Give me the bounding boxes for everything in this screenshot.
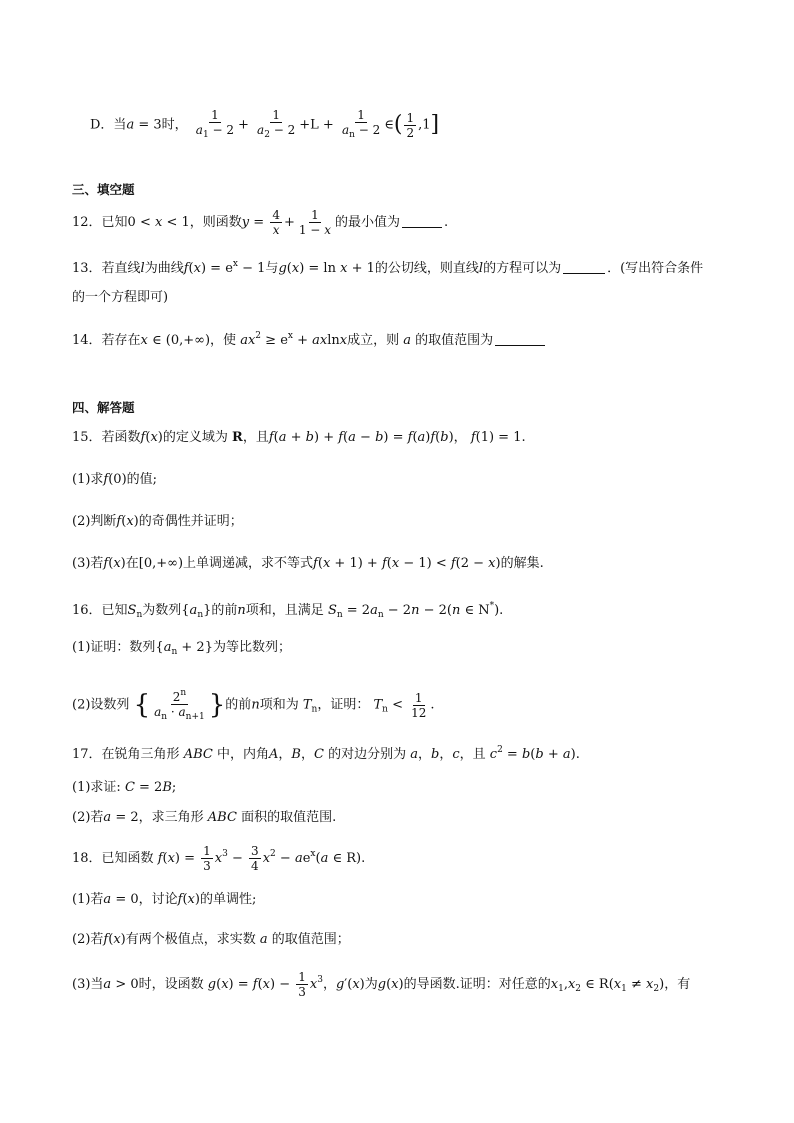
question-17-part-1: (1)求证: C = 2B; bbox=[72, 780, 177, 795]
question-16-part-2: (2)设数列 { $\frac{2^n}{a_n \cdot a_{n+1}}$ }的前n项和为 $T_n$，证明： $T_n$ < $\frac{1}{12}$ . bbox=[72, 688, 435, 722]
question-18: 18．已知函数 f(x) = $\frac{1}{3}$ $x^3$ − $\frac{3}{4}$ $x^2 - ae^x(a$ ∈ R). bbox=[72, 844, 366, 873]
question-12: 12．已知0 < x < 1，则函数y = $\frac{4}{x}$ + $\frac{1}{1 - x}$ 的最小值为 . bbox=[72, 208, 449, 237]
question-13: 13．若直线l为曲线$f(x) = e^x - 1$与g(x) = ln x + 1的公切线，则直线l的方程可以为 ．(写出符合条件 bbox=[72, 259, 704, 276]
question-18-part-2: (2)若f(x)有两个极值点，求实数 a 的取值范围； bbox=[72, 932, 350, 947]
question-15-part-1: (1)求f(0)的值; bbox=[72, 472, 158, 487]
section-title-fill-blank: 三、填空题 bbox=[72, 182, 135, 197]
question-15-part-2: (2)判断f(x)的奇偶性并证明； bbox=[72, 514, 243, 529]
question-18-part-3: (3)当a > 0时，设函数 g(x) = f(x) − $\frac{1}{3}$ $x^3$，g′(x)为g(x)的导函数.证明：对任意的$x_1,x_2$ ∈ $R(x_1 \ne x_2)$，有 bbox=[72, 970, 691, 999]
question-17: 17．在锐角三角形 ABC 中，内角A，B，C 的对边分别为 a，b，c，且 $c^2 = b(b + a)$. bbox=[72, 745, 580, 762]
question-17-part-2: (2)若a = 2，求三角形 ABC 面积的取值范围. bbox=[72, 810, 337, 825]
option-d: D．当a = 3时， $\frac{1}{a_1 - 2}$ + $\frac{1}{a_2 - 2}$ +L + $\frac{1}{a_n - 2}$ ∈( $\frac{1}{2}$ ,1] bbox=[90, 108, 440, 140]
section-title-answer: 四、解答题 bbox=[72, 400, 135, 415]
question-15: 15．若函数f(x)的定义域为 R，且f(a + b) + f(a − b) = f(a)f(b)， f(1) = 1. bbox=[72, 430, 526, 445]
question-16: 16．已知$S_n$为数列$\{a_n\}$的前n项和，且满足 $S_n = 2a_n - 2n - 2(n$ ∈ N*). bbox=[72, 601, 504, 620]
question-18-part-1: (1)若a = 0，讨论f(x)的单调性; bbox=[72, 892, 257, 907]
question-15-part-3: (3)若f(x)在[0,+∞)上单调递减，求不等式f(x + 1) + f(x − 1) < f(2 − x)的解集. bbox=[72, 556, 544, 571]
question-16-part-1: (1)证明：数列$\{a_n + 2\}$为等比数列； bbox=[72, 640, 291, 657]
question-14: 14．若存在x ∈ (0,+∞)，使 $ax^2 \ge e^x + axlnx$成立，则 a 的取值范围为 bbox=[72, 326, 547, 351]
question-13-continued: 的一个方程即可) bbox=[72, 290, 169, 305]
